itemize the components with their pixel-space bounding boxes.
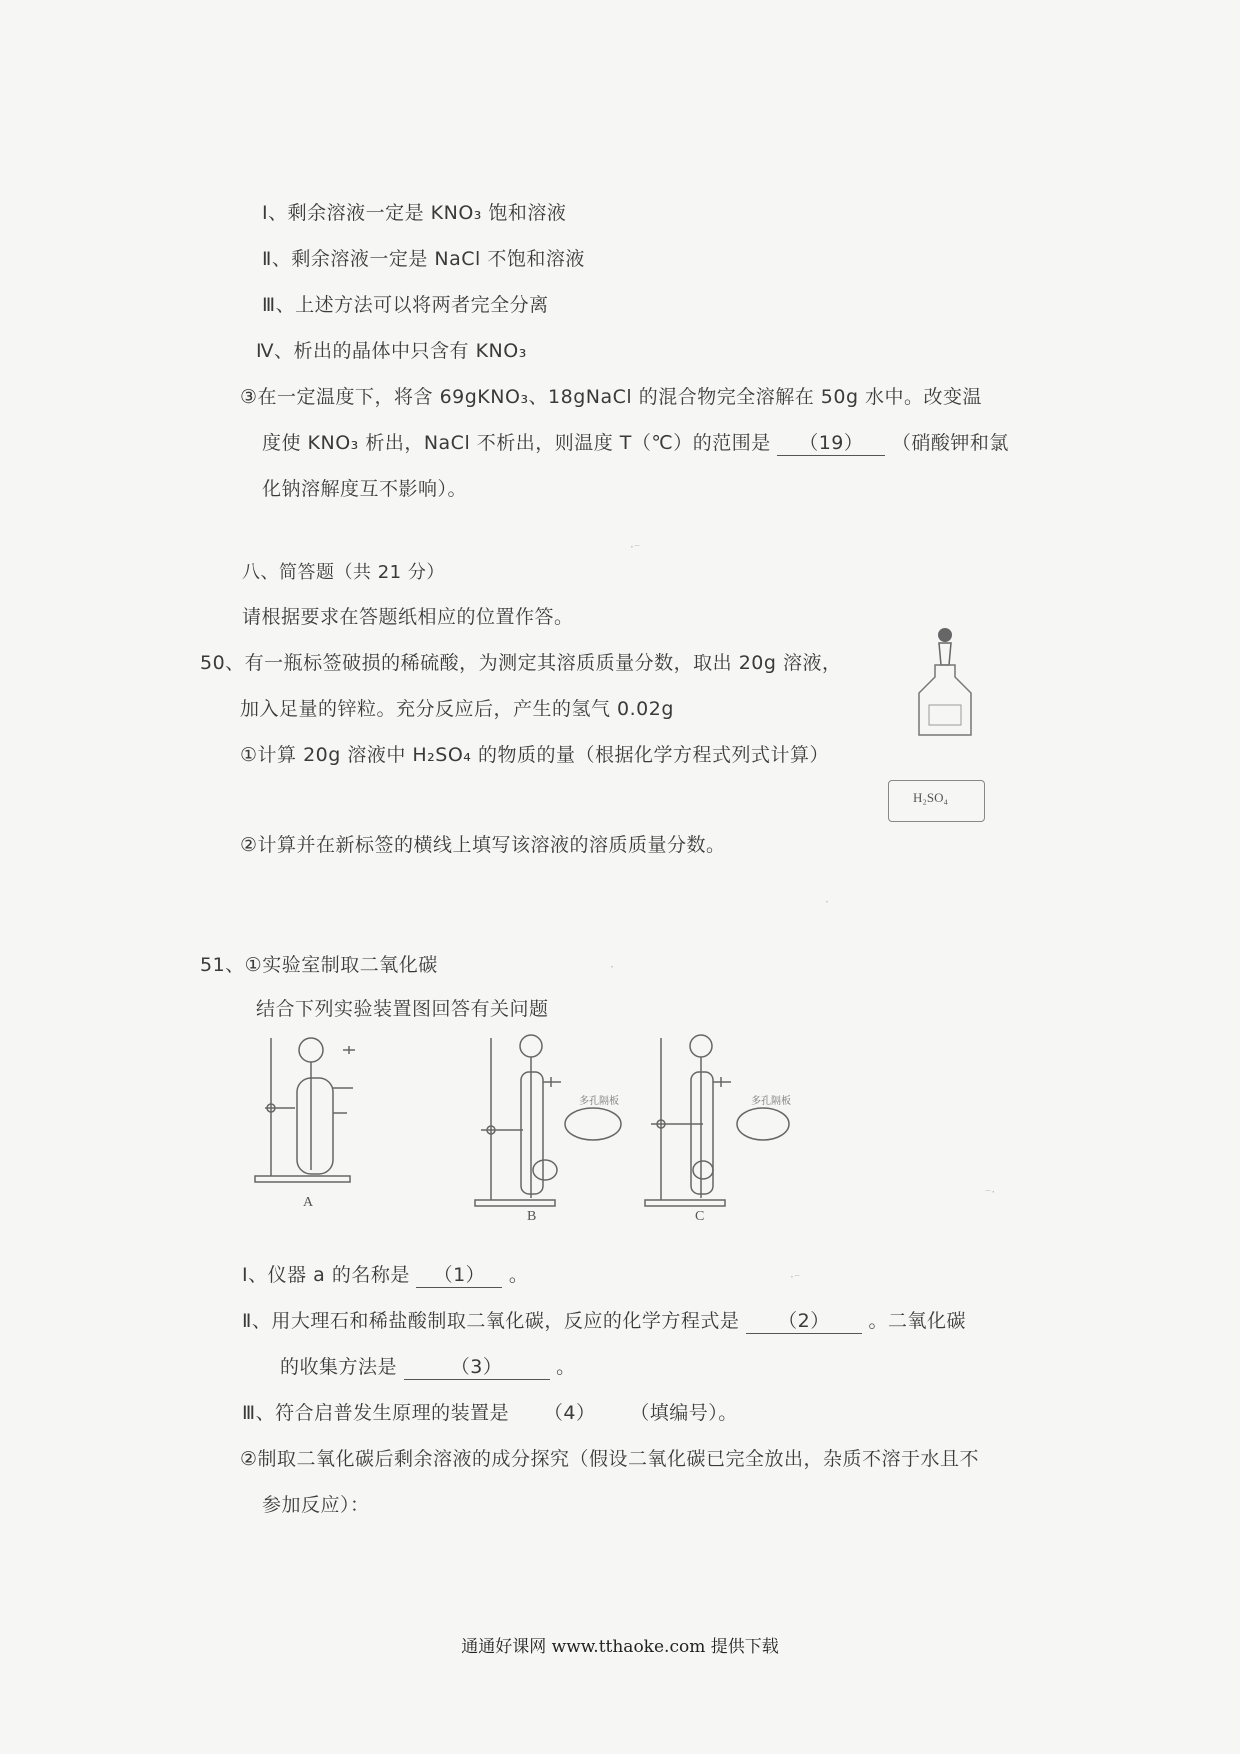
section-instruction: 请根据要求在答题纸相应的位置作答。 bbox=[242, 606, 574, 628]
q51-q3-post: （填编号）。 bbox=[630, 1402, 738, 1424]
q49-3-line3: 化钠溶解度互不影响）。 bbox=[262, 478, 468, 500]
q51-title: 51、①实验室制取二氧化碳 bbox=[200, 954, 438, 976]
q49-3-line2-pre: 度使 KNO₃ 析出，NaCl 不析出，则温度 T（℃）的范围是 bbox=[262, 432, 771, 454]
option-1: Ⅰ、剩余溶液一定是 KNO₃ 饱和溶液 bbox=[262, 202, 567, 224]
option-2: Ⅱ、剩余溶液一定是 NaCl 不饱和溶液 bbox=[262, 248, 585, 270]
q49-3-line2 bbox=[262, 428, 1009, 456]
scan-speck: ⁻· bbox=[985, 1185, 996, 1199]
answer-blank-3[interactable]: （3） bbox=[404, 1352, 550, 1380]
apparatus-c bbox=[645, 1035, 789, 1206]
q51-q3-pre: Ⅲ、符合启普发生原理的装置是 bbox=[242, 1402, 510, 1424]
q51-q2-line2-post: 。 bbox=[556, 1356, 576, 1378]
q51-prompt: 结合下列实验装置图回答有关问题 bbox=[256, 998, 549, 1020]
q51-q1 bbox=[242, 1260, 528, 1288]
apparatus-b bbox=[475, 1035, 621, 1206]
scan-speck: ·⁻ bbox=[790, 1270, 801, 1284]
option-4: Ⅳ、析出的晶体中只含有 KNO₃ bbox=[256, 340, 527, 362]
option-3: Ⅲ、上述方法可以将两者完全分离 bbox=[262, 294, 549, 316]
q51-q1-post: 。 bbox=[508, 1264, 529, 1286]
plate-label-b: 多孔隔板 bbox=[579, 1096, 619, 1107]
section-title: 八、简答题（共 21 分） bbox=[242, 562, 445, 583]
q51-q2 bbox=[242, 1306, 966, 1334]
apparatus-a bbox=[255, 1038, 355, 1182]
bottle-label bbox=[888, 780, 985, 822]
footer-credit: 通通好课网 www.tthaoke.com 提供下载 bbox=[461, 1637, 779, 1657]
answer-blank-4[interactable]: （4） bbox=[543, 1402, 596, 1424]
q50-line1: 50、有一瓶标签破损的稀硫酸，为测定其溶质质量分数，取出 20g 溶液， bbox=[200, 652, 842, 674]
label-a: A bbox=[303, 1195, 314, 1210]
q51-q3 bbox=[242, 1398, 738, 1426]
scan-speck: · bbox=[825, 895, 829, 909]
scan-speck: ·⁻ bbox=[630, 540, 641, 554]
label-b: B bbox=[527, 1209, 537, 1224]
q50-sub1: ①计算 20g 溶液中 H₂SO₄ 的物质的量（根据化学方程式列式计算） bbox=[240, 744, 829, 766]
reagent-bottle-icon bbox=[905, 625, 985, 745]
q51-q2-line2 bbox=[280, 1352, 576, 1380]
answer-blank-19[interactable]: （19） bbox=[777, 428, 885, 456]
q50-sub2: ②计算并在新标签的横线上填写该溶液的溶质质量分数。 bbox=[240, 834, 726, 856]
q49-3-line2-post: （硝酸钾和氯 bbox=[891, 432, 1009, 454]
plate-label-c: 多孔隔板 bbox=[751, 1096, 791, 1107]
label-c: C bbox=[695, 1209, 705, 1224]
q51-q2-post: 。二氧化碳 bbox=[868, 1310, 966, 1332]
q51-q1-pre: Ⅰ、仪器 a 的名称是 bbox=[242, 1264, 410, 1286]
answer-blank-1[interactable]: （1） bbox=[416, 1260, 502, 1288]
q51-q2-line2-pre: 的收集方法是 bbox=[280, 1356, 398, 1378]
q49-3-line1: ③在一定温度下，将含 69gKNO₃、18gNaCl 的混合物完全溶解在 50g 水中。改变温 bbox=[240, 386, 983, 408]
answer-blank-2[interactable]: （2） bbox=[746, 1306, 862, 1334]
apparatus-diagram bbox=[225, 1028, 825, 1228]
q51-part2-line2: 参加反应）： bbox=[262, 1494, 370, 1516]
q50-line2: 加入足量的锌粒。充分反应后，产生的氢气 0.02g bbox=[240, 698, 674, 720]
q51-part2-line1: ②制取二氧化碳后剩余溶液的成分探究（假设二氧化碳已完全放出，杂质不溶于水且不 bbox=[240, 1448, 980, 1470]
q51-q2-pre: Ⅱ、用大理石和稀盐酸制取二氧化碳，反应的化学方程式是 bbox=[242, 1310, 740, 1332]
label-text: H₂SO₄ bbox=[913, 790, 949, 805]
scan-speck: · bbox=[610, 960, 614, 974]
